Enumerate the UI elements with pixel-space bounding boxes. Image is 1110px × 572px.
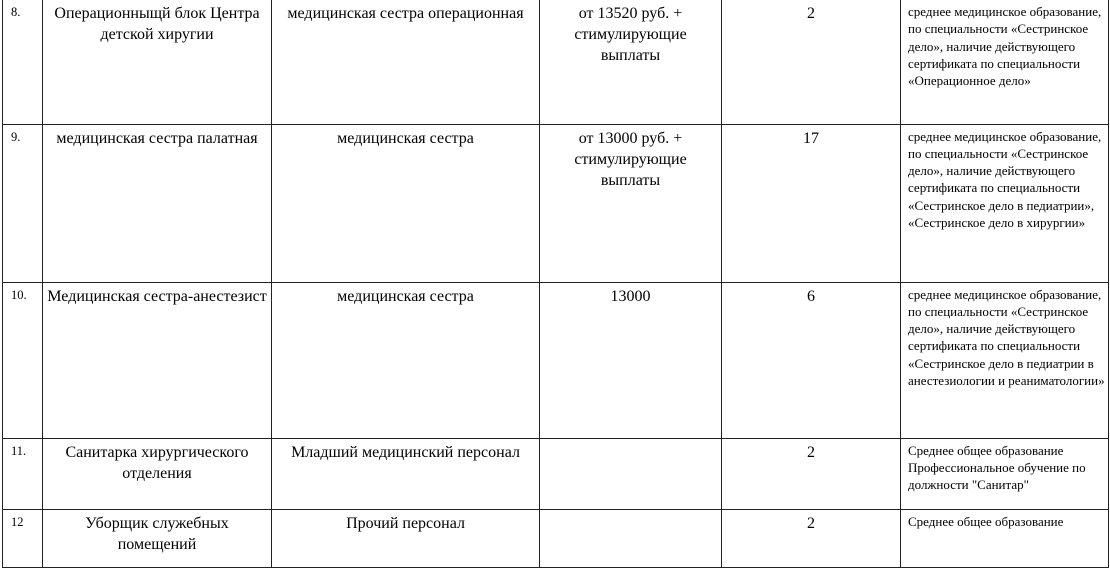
count-cell: 2 (722, 0, 901, 124)
requirements-cell: среднее медицинское образование, по специальности «Сестринское дело», наличие действующего сертификата по специальности «Сестринское дело в педиатрии в анестезиологии и реаниматологии» (901, 282, 1109, 438)
salary-cell (540, 438, 722, 509)
count-cell: 2 (722, 509, 901, 567)
salary-cell: 13000 (540, 282, 722, 438)
salary-cell (540, 509, 722, 567)
row-number: 12 (3, 509, 43, 567)
salary-cell: от 13520 руб. + стимулирующие выплаты (540, 0, 722, 124)
count-cell: 6 (722, 282, 901, 438)
row-number: 9. (3, 124, 43, 282)
position-cell: медицинская сестра операционная (272, 0, 540, 124)
position-cell: Младший медицинский персонал (272, 438, 540, 509)
position-cell: медицинская сестра (272, 282, 540, 438)
requirements-cell: среднее медицинское образование, по специальности «Сестринское дело», наличие действующего сертификата по специальности «Операционное дело» (901, 0, 1109, 124)
department-cell: Санитарка хирургического отделения (43, 438, 272, 509)
requirements-cell: Среднее общее образование Профессиональное обучение по должности "Санитар" (901, 438, 1109, 509)
vacancies-table (2, 0, 1109, 568)
row-number: 11. (3, 438, 43, 509)
position-cell: Прочий персонал (272, 509, 540, 567)
count-cell: 17 (722, 124, 901, 282)
table-row (3, 438, 1109, 509)
position-cell: медицинская сестра (272, 124, 540, 282)
department-cell: Уборщик служебных помещений (43, 509, 272, 567)
table-row (3, 509, 1109, 567)
salary-cell: от 13000 руб. + стимулирующие выплаты (540, 124, 722, 282)
table-row (3, 0, 1109, 124)
row-number: 8. (3, 0, 43, 124)
requirements-cell: среднее медицинское образование, по специальности «Сестринское дело», наличие действующего сертификата по специальности «Сестринское дело в педиатрии», «Сестринское дело в хирургии» (901, 124, 1109, 282)
department-cell: Операционныщй блок Центра детской хиругии (43, 0, 272, 124)
department-cell: медицинская сестра палатная (43, 124, 272, 282)
requirements-cell: Среднее общее образование (901, 509, 1109, 567)
department-cell: Медицинская сестра-анестезист (43, 282, 272, 438)
row-number: 10. (3, 282, 43, 438)
table-row (3, 282, 1109, 438)
table-row (3, 124, 1109, 282)
count-cell: 2 (722, 438, 901, 509)
